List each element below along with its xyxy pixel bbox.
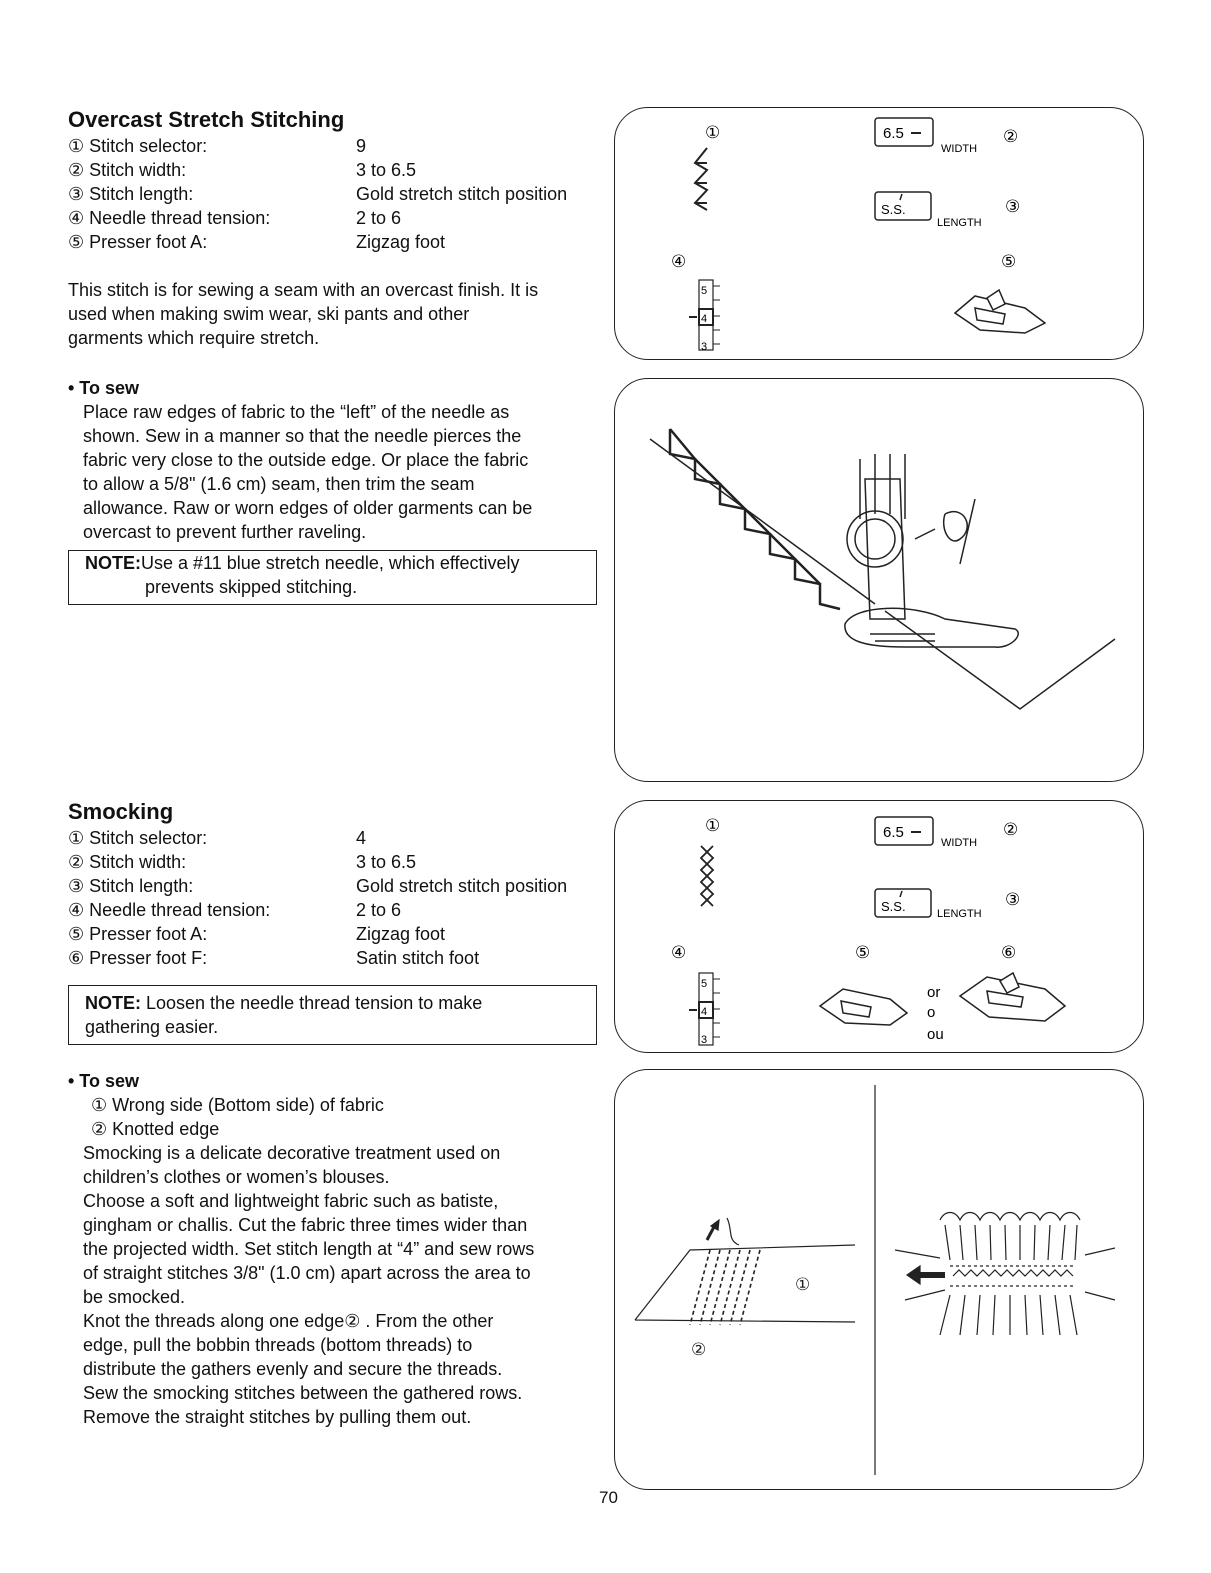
smocking-title: Smocking — [68, 799, 174, 824]
overcast-settings — [68, 134, 608, 254]
text-line: gingham or challis. Cut the fabric three times wider than — [83, 1215, 528, 1235]
text-line: the projected width. Set stitch length at “4” and sew rows — [83, 1239, 535, 1259]
setting-value: Zigzag foot — [356, 924, 446, 944]
width-value: 6.5 — [883, 824, 904, 841]
dial-label: 5 — [701, 285, 708, 297]
zigzag-foot-icon — [820, 989, 907, 1025]
dial-label: 3 — [701, 341, 708, 353]
overcast-note — [68, 550, 597, 605]
note-text: prevents skipped stitching. — [145, 577, 358, 597]
note-text: gathering easier. — [85, 1017, 219, 1037]
smocking-illustration — [615, 1070, 1145, 1491]
length-value: S.S. — [881, 899, 906, 914]
text-line: Smocking is a delicate decorative treatment used on — [83, 1143, 501, 1163]
dial-label: 4 — [701, 1006, 708, 1018]
setting-label: ④ Needle thread tension: — [68, 208, 271, 228]
text-line: Choose a soft and lightweight fabric such as batiste, — [83, 1191, 499, 1211]
marker-1: ① — [795, 1275, 811, 1294]
marker-2: ② — [1003, 820, 1019, 839]
text-line: Knot the threads along one edge② . From the other — [83, 1311, 494, 1331]
setting-value: Satin stitch foot — [356, 948, 480, 968]
text-line: This stitch is for sewing a seam with an overcast finish. It is — [68, 280, 539, 300]
text-line: overcast to prevent further raveling. — [83, 522, 367, 542]
text-line: Remove the straight stitches by pulling them out. — [83, 1407, 472, 1427]
overcast-title: Overcast Stretch Stitching — [68, 107, 345, 132]
smocking-settings-figure — [614, 800, 1144, 1053]
smocking-stitch-icon — [701, 846, 713, 906]
text-line: edge, pull the bobbin threads (bottom threads) to — [83, 1335, 473, 1355]
setting-value: Zigzag foot — [356, 232, 446, 252]
text-line: used when making swim wear, ski pants and other — [68, 304, 470, 324]
page-number: 70 — [599, 1488, 618, 1507]
note-label: NOTE: — [85, 993, 141, 1013]
text-line: distribute the gathers evenly and secure the threads. — [83, 1359, 503, 1379]
text-line: shown. Sew in a manner so that the needle pierces the — [83, 426, 522, 446]
length-display — [875, 192, 1020, 229]
tension-dial-icon — [689, 973, 720, 1046]
or-label: or — [927, 984, 941, 1001]
setting-label: ① Stitch selector: — [68, 136, 208, 156]
marker-4: ④ — [671, 943, 687, 962]
text-line: children’s clothes or women’s blouses. — [83, 1167, 390, 1187]
setting-value: Gold stretch stitch position — [356, 876, 568, 896]
smocking-note — [68, 985, 597, 1045]
gathered-fabric-diagram — [895, 1213, 1115, 1336]
setting-value: Gold stretch stitch position — [356, 184, 568, 204]
or-label: ou — [927, 1026, 944, 1043]
settings-diagram — [615, 801, 1145, 1054]
text-line: Sew the smocking stitches between the gathered rows. — [83, 1383, 523, 1403]
marker-6: ⑥ — [1001, 943, 1017, 962]
text-line: ① Wrong side (Bottom side) of fabric — [91, 1095, 384, 1115]
length-label: LENGTH — [937, 217, 982, 229]
text-line: of straight stitches 3/8" (1.0 cm) apart across the area to — [83, 1263, 531, 1283]
smocking-process-figure — [614, 1069, 1144, 1490]
setting-label: ③ Stitch length: — [68, 184, 194, 204]
zigzag-foot-icon — [955, 290, 1045, 333]
text-line: allowance. Raw or worn edges of older garments can be — [83, 498, 533, 518]
stitch-pattern-icon — [695, 148, 707, 210]
length-value: S.S. — [881, 202, 906, 217]
setting-label: ⑤ Presser foot A: — [68, 232, 208, 252]
text-line: garments which require stretch. — [68, 328, 320, 348]
setting-label: ⑤ Presser foot A: — [68, 924, 208, 944]
overcast-stitches — [670, 429, 840, 609]
or-label: o — [927, 1004, 936, 1021]
overcast-to-sew — [68, 376, 608, 544]
marker-1: ① — [705, 816, 721, 835]
note-text: Use a #11 blue stretch needle, which effectively — [141, 553, 520, 573]
marker-2: ② — [1003, 127, 1019, 146]
satin-stitch-foot-icon — [960, 973, 1065, 1021]
to-sew-heading: • To sew — [68, 378, 139, 398]
setting-label: ④ Needle thread tension: — [68, 900, 271, 920]
marker-3: ③ — [1005, 890, 1021, 909]
text-line: to allow a 5/8" (1.6 cm) seam, then trim the seam — [83, 474, 475, 494]
setting-value: 2 to 6 — [356, 208, 402, 228]
setting-label: ① Stitch selector: — [68, 828, 208, 848]
width-label: WIDTH — [941, 143, 978, 155]
settings-diagram — [615, 108, 1145, 361]
dial-label: 3 — [701, 1034, 708, 1046]
width-label: WIDTH — [941, 837, 978, 849]
note-text: Loosen the needle thread tension to make — [141, 993, 483, 1013]
setting-value: 9 — [356, 136, 367, 156]
dial-label: 4 — [701, 313, 708, 325]
tension-dial-icon — [689, 280, 720, 353]
note-label: NOTE: — [85, 553, 141, 573]
overcast-settings-figure — [614, 107, 1144, 360]
setting-label: ② Stitch width: — [68, 852, 187, 872]
length-label: LENGTH — [937, 908, 982, 920]
setting-value: 4 — [356, 828, 367, 848]
marker-5: ⑤ — [855, 943, 871, 962]
overcast-description — [68, 278, 608, 350]
marker-5: ⑤ — [1001, 252, 1017, 271]
marker-3: ③ — [1005, 197, 1021, 216]
text-line: be smocked. — [83, 1287, 186, 1307]
setting-label: ⑥ Presser foot F: — [68, 948, 208, 968]
smocking-settings — [68, 826, 608, 970]
to-sew-heading: • To sew — [68, 1071, 139, 1091]
width-display — [875, 817, 1018, 849]
setting-label: ② Stitch width: — [68, 160, 187, 180]
fabric-rows-diagram — [635, 1218, 855, 1359]
text-line: Place raw edges of fabric to the “left” of the needle as — [83, 402, 510, 422]
width-value: 6.5 — [883, 125, 904, 142]
marker-1: ① — [705, 123, 721, 142]
smocking-to-sew — [68, 1069, 608, 1429]
marker-4: ④ — [671, 252, 687, 271]
sewing-illustration — [615, 379, 1145, 783]
text-line: ② Knotted edge — [91, 1119, 220, 1139]
setting-value: 3 to 6.5 — [356, 160, 417, 180]
marker-2: ② — [691, 1340, 707, 1359]
width-display — [875, 118, 1018, 155]
setting-value: 2 to 6 — [356, 900, 402, 920]
setting-value: 3 to 6.5 — [356, 852, 417, 872]
text-line: fabric very close to the outside edge. Or place the fabric — [83, 450, 529, 470]
length-display — [875, 889, 1020, 920]
presser-foot-icon — [845, 454, 1018, 647]
setting-label: ③ Stitch length: — [68, 876, 194, 896]
dial-label: 5 — [701, 978, 708, 990]
overcast-sewing-figure — [614, 378, 1144, 782]
